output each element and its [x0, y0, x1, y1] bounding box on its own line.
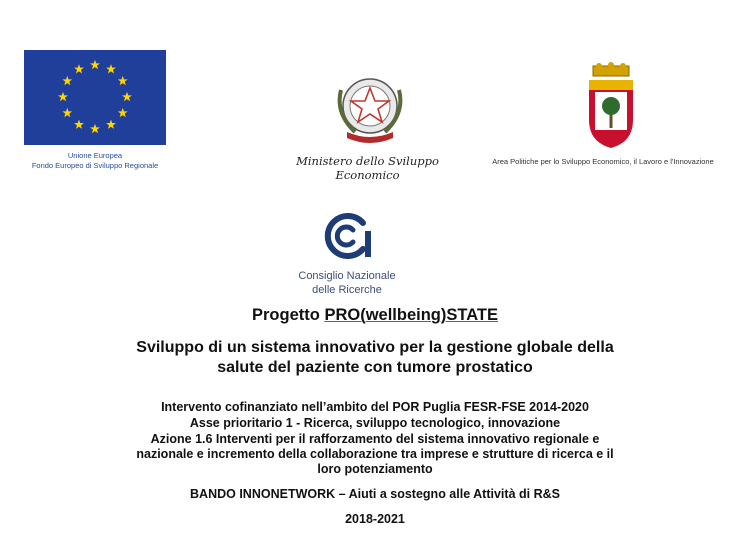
- project-prefix: Progetto: [252, 306, 320, 324]
- funding-line4: nazionale e incremento della collaborazione tra imprese e strutture di ricerca e il: [136, 447, 614, 461]
- bando-line: BANDO INNONETWORK – Aiuti a sostegno alle Attività di R&S: [190, 487, 560, 501]
- region-caption: Area Politiche per lo Sviluppo Economico, il Lavoro e l'Innovazione: [492, 157, 714, 166]
- cnr-name-line1: Consiglio Nazionale: [298, 270, 396, 282]
- project-name: PRO(wellbeing)STATE: [324, 306, 498, 324]
- ministry-name: Ministero dello Sviluppo Economico: [296, 154, 439, 182]
- eu-flag-icon: [24, 50, 166, 145]
- project-title: [0, 306, 750, 325]
- cnr-logo-icon: [321, 213, 373, 259]
- cnr-name-line2: delle Ricerche: [312, 284, 382, 296]
- funding-line3: Azione 1.6 Interventi per il rafforzamento del sistema innovativo regionale e: [150, 432, 600, 446]
- italian-republic-emblem-icon: [325, 68, 415, 148]
- eu-caption-line1: Unione Europea: [67, 151, 123, 160]
- project-subtitle-line2: salute del paziente con tumore prostatico: [217, 359, 533, 376]
- project-subtitle-line1: Sviluppo di un sistema innovativo per la gestione globale della: [136, 339, 614, 356]
- eu-caption-line2: Fondo Europeo di Sviluppo Regionale: [31, 161, 159, 170]
- funding-line2: Asse prioritario 1 - Ricerca, sviluppo tecnologico, innovazione: [189, 416, 561, 430]
- years-line: 2018-2021: [345, 512, 405, 526]
- puglia-coat-of-arms-icon: [585, 62, 637, 150]
- funding-line1: Intervento cofinanziato nell’ambito del POR Puglia FESR-FSE 2014-2020: [161, 400, 589, 414]
- funding-line5: loro potenziamento: [317, 462, 433, 476]
